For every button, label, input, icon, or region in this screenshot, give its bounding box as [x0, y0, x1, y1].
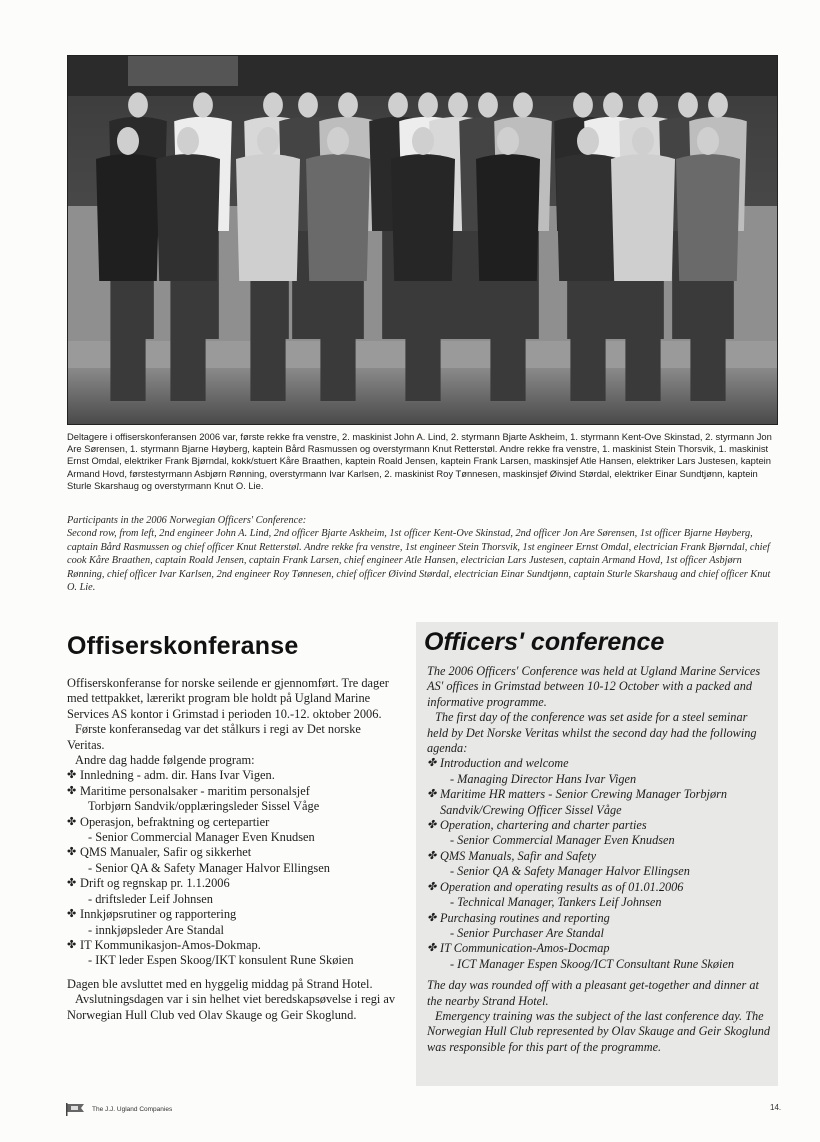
article-norwegian: [67, 676, 397, 1023]
agenda-item: IT Communication-Amos-Docmap: [440, 941, 610, 956]
agenda-item: Introduction and welcome: [440, 756, 569, 771]
list-item: [427, 818, 771, 849]
photo-caption-english: [67, 514, 779, 594]
four-leaf-bullet-icon: ✤: [67, 938, 77, 951]
agenda-item: Maritime personalsaker - maritim personalsjef: [80, 783, 310, 798]
paragraph: The first day of the conference was set aside for a steel seminar held by Det Norske Veritas whilst the second day had the following agenda:: [427, 710, 757, 756]
list-item: [67, 768, 397, 783]
footer-company: The J.J. Ugland Companies: [92, 1106, 173, 1113]
list-item: [67, 845, 397, 876]
agenda-subitem: - Technical Manager, Tankers Leif Johnsen: [450, 895, 662, 910]
heading-norwegian: Offiserskonferanse: [67, 632, 299, 660]
four-leaf-bullet-icon: ✤: [67, 877, 77, 890]
four-leaf-bullet-icon: ✤: [427, 880, 437, 893]
list-item: [67, 938, 397, 969]
paragraph: Offiserskonferanse for norske seilende er gjennomført. Tre dager med tettpakket, lærerikt program ble holdt på Ugland Marine Services AS kontor i Grimstad i perioden 10.-12. oktober 2006.: [67, 676, 389, 721]
list-item: [67, 784, 397, 815]
paragraph: The day was rounded off with a pleasant get-together and dinner at the nearby Strand Hotel.: [427, 978, 759, 1008]
agenda-subitem: - Senior QA & Safety Manager Halvor Ellingsen: [450, 864, 690, 879]
paragraph: Dagen ble avsluttet med en hyggelig middag på Strand Hotel.: [67, 976, 373, 991]
agenda-subitem: - Senior QA & Safety Manager Halvor Ellingsen: [88, 860, 330, 875]
four-leaf-bullet-icon: ✤: [67, 784, 77, 797]
agenda-subitem: - Senior Purchaser Are Standal: [450, 925, 604, 940]
list-item: [427, 911, 771, 942]
paragraph: Første konferansedag var det stålkurs i regi av Det norske Veritas.: [67, 722, 361, 752]
agenda-subitem: - Managing Director Hans Ivar Vigen: [450, 771, 637, 786]
agenda-subitem: - Senior Commercial Manager Even Knudsen: [450, 833, 675, 848]
agenda-item: IT Kommunikasjon-Amos-Dokmap.: [80, 937, 261, 952]
list-item: [427, 756, 771, 787]
four-leaf-bullet-icon: ✤: [427, 911, 437, 924]
list-item: [427, 787, 771, 818]
list-item: [67, 907, 397, 938]
four-leaf-bullet-icon: ✤: [67, 908, 77, 921]
four-leaf-bullet-icon: ✤: [67, 846, 77, 859]
paragraph: Emergency training was the subject of the last conference day. The Norwegian Hull Club represented by Olav Skauge and Geir Skoglund was responsible for this part of the programme.: [427, 1008, 771, 1054]
heading-english: Officers' conference: [424, 628, 665, 656]
four-leaf-bullet-icon: ✤: [67, 815, 77, 828]
list-item: [67, 815, 397, 846]
list-item: [427, 880, 771, 911]
four-leaf-bullet-icon: ✤: [427, 942, 437, 955]
agenda-item: Maritime HR matters - Senior Crewing Manager Torbjørn Sandvik/Crewing Officer Sissel Våge: [440, 787, 728, 817]
page-number: 14.: [770, 1103, 782, 1112]
ugland-flag-logo: [66, 1103, 86, 1116]
agenda-item: Operation and operating results as of 01.01.2006: [440, 879, 684, 894]
agenda-subitem: - driftsleder Leif Johnsen: [88, 891, 213, 906]
paragraph: The 2006 Officers' Conference was held at Ugland Marine Services AS' offices in Grimstad between 10-12 October with a packed and informative programme.: [427, 664, 761, 709]
photo-caption-english-lead: Participants in the 2006 Norwegian Officers' Conference:: [67, 515, 307, 526]
agenda-item: QMS Manuals, Safir and Safety: [440, 848, 597, 863]
agenda-list-norwegian: [67, 768, 397, 968]
paragraph: Avslutningsdagen var i sin helhet viet beredskapsøvelse i regi av Norwegian Hull Club ved Olav Skauge og Geir Skoglund.: [67, 992, 396, 1022]
agenda-item: Innledning - adm. dir. Hans Ivar Vigen.: [80, 768, 275, 783]
list-item: [427, 941, 771, 972]
agenda-subitem: Torbjørn Sandvik/opplæringsleder Sissel Våge: [88, 799, 320, 814]
article-english: [427, 664, 771, 1055]
agenda-item: Operation, chartering and charter parties: [440, 818, 647, 833]
agenda-item: Operasjon, befraktning og certepartier: [80, 814, 270, 829]
agenda-item: Innkjøpsrutiner og rapportering: [80, 907, 237, 922]
four-leaf-bullet-icon: ✤: [67, 769, 77, 782]
photo-caption-english-body: Second row, from left, 2nd engineer John A. Lind, 2nd officer Bjarte Askheim, 1st officer Kent-Ove Skinstad, 2nd officer Jon Are Sørensen, 1st officer Bjarne Høyberg, captain Bård Rasmussen og chief officer Knut Retterstøl. Andre rekke fra venstre, 1st engineer Stein Thorsvik, 1st engineer Ernst Omdal, electrician Frank Bjørndal, chief cook Kåre Braathen, captain Roald Jensen, captain Frank Larsen, chief engineer Atle Hansen, electrician Lars Justesen, captain Armand Hovd, 1st officer Asbjørn Rønning, chief officer Ivar Karlsen, 2nd engineer Roy Tønnesen, chief officer Øivind Størdal, electrician Einar Sundtjønn, captain Sturle Skarshaug and chief officer Knut O. Lie.: [67, 528, 771, 594]
agenda-list-english: [427, 756, 771, 972]
list-item: [427, 849, 771, 880]
group-photo-illustration: [68, 56, 777, 424]
agenda-subitem: - IKT leder Espen Skoog/IKT konsulent Rune Skøien: [88, 953, 354, 968]
agenda-item: Purchasing routines and reporting: [440, 910, 610, 925]
list-item: [67, 876, 397, 907]
group-photo: [67, 55, 778, 425]
agenda-item: QMS Manualer, Safir og sikkerhet: [80, 845, 252, 860]
photo-caption-norwegian: Deltagere i offiserskonferansen 2006 var, første rekke fra venstre, 2. maskinist John A. Lind, 2. styrmann Bjarte Askheim, 1. styrmann Kent-Ove Skinstad, 2. styrmann Jon Are Sørensen, 1. styrmann Bjarne Høyberg, kaptein Bård Rasmussen og overstyrmann Knut Retterstøl. Andre rekke fra venstre, 1. maskinist Stein Thorsvik, 1. maskinist Ernst Omdal, elektriker Frank Bjørndal, kokk/stuert Kåre Braathen, kaptein Roald Jensen, kaptein Frank Larsen, maskinsjef Atle Hansen, elektriker Lars Justesen, kaptein Armand Hovd, førstestyrmann Asbjørn Rønning, overstyrmann Ivar Karlsen, 2. maskinist Roy Tønnesen, maskinsjef Øivind Størdal, elektriker Einar Sundtjønn, kaptein Sturle Skarshaug og overstyrmann Knut O. Lie.: [67, 431, 772, 491]
four-leaf-bullet-icon: ✤: [427, 849, 437, 862]
four-leaf-bullet-icon: ✤: [427, 757, 437, 770]
four-leaf-bullet-icon: ✤: [427, 819, 437, 832]
agenda-item: Drift og regnskap pr. 1.1.2006: [80, 876, 230, 891]
agenda-subitem: - ICT Manager Espen Skoog/ICT Consultant Rune Skøien: [450, 956, 735, 971]
paragraph: Andre dag hadde følgende program:: [75, 753, 255, 768]
agenda-subitem: - Senior Commercial Manager Even Knudsen: [88, 830, 315, 845]
agenda-subitem: - innkjøpsleder Are Standal: [88, 922, 224, 937]
four-leaf-bullet-icon: ✤: [427, 788, 437, 801]
